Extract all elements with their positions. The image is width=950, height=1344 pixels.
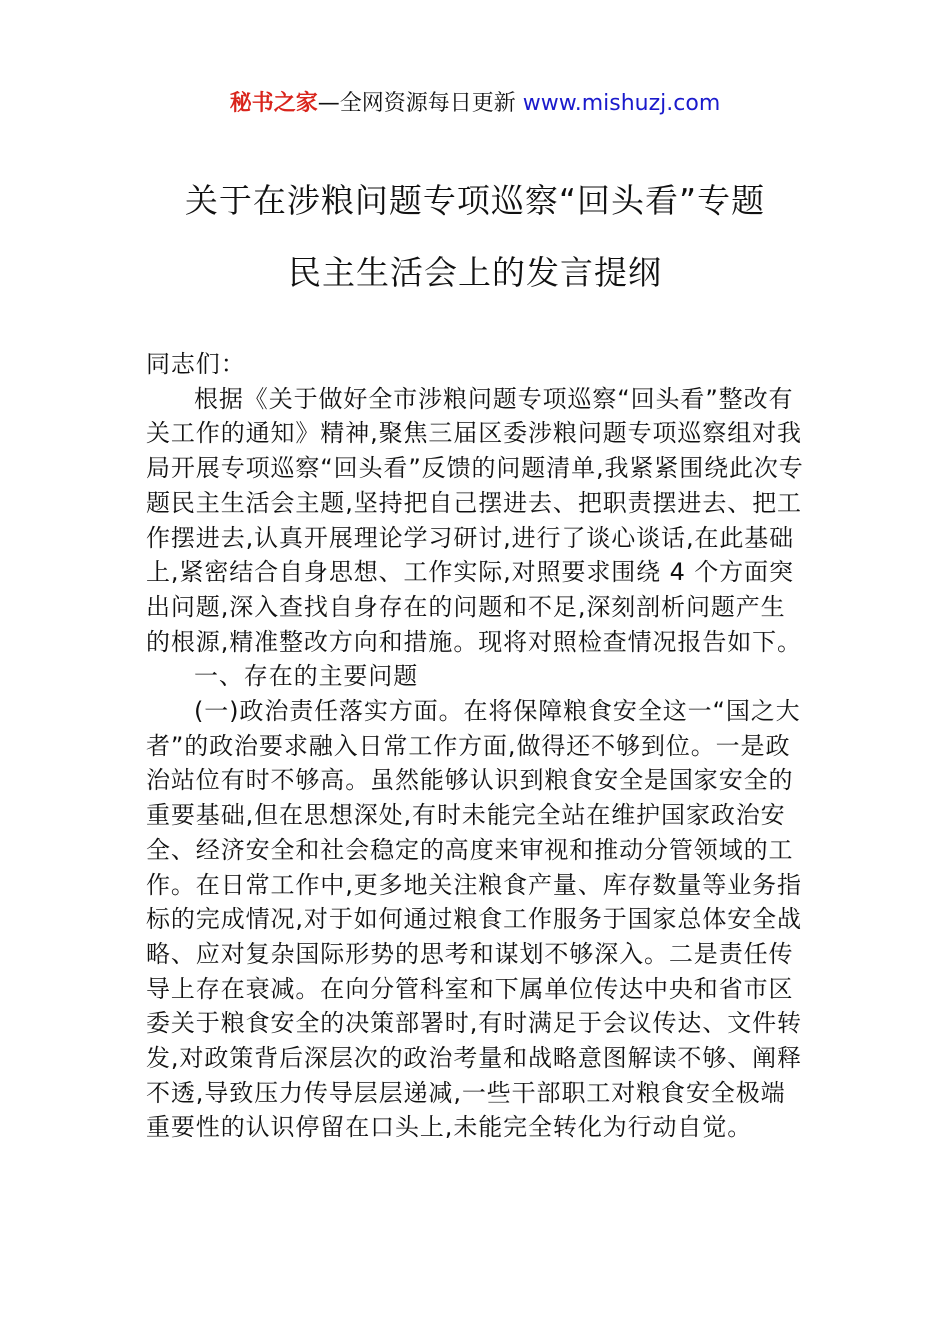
- document-body: [146, 347, 810, 1145]
- site-header: [0, 88, 950, 120]
- title-line-2: 民主生活会上的发言提纲: [288, 253, 662, 292]
- section-heading: 一、存在的主要问题: [194, 662, 419, 691]
- site-url-link[interactable]: www.mishuzj.com: [522, 91, 721, 116]
- section-paragraph: (一)政治责任落实方面。在将保障粮食安全这一“国之大者”的政治要求融入日常工作方面,做得还不够到位。一是政治站位有时不够高。虽然能够认识到粮食安全是国家安全的重要基础,但在思想深处,有时未能完全站在维护国家政治安全、经济安全和社会稳定的高度来审视和推动分管领域的工作。在日常工作中,更多地关注粮食产量、库存数量等业务指标的完成情况,对于如何通过粮食工作服务于国家总体安全战略、应对复杂国际形势的思考和谋划不够深入。二是责任传导上存在衰减。在向分管科室和下属单位传达中央和省市区委关于粮食安全的决策部署时,有时满足于会议传达、文件转发,对政策背后深层次的政治考量和战略意图解读不够、阐释不透,导致压力传导层层递减,一些干部职工对粮食安全极端重要性的认识停留在口头上,未能完全转化为行动自觉。: [146, 697, 802, 1142]
- title-line-1: 关于在涉粮问题专项巡察“回头看”专题: [184, 181, 766, 220]
- intro-paragraph: 根据《关于做好全市涉粮问题专项巡察“回头看”整改有关工作的通知》精神,聚焦三届区委涉粮问题专项巡察组对我局开展专项巡察“回头看”反馈的问题清单,我紧紧围绕此次专题民主生活会主题,坚持把自己摆进去、把职责摆进去、把工作摆进去,认真开展理论学习研讨,进行了谈心谈话,在此基础上,紧密结合自身思想、工作实际,对照要求围绕 4 个方面突出问题,深入查找自身存在的问题和不足,深刻剖析问题产生的根源,精准整改方向和措施。现将对照检查情况报告如下。: [146, 384, 804, 656]
- site-name: 秘书之家: [229, 91, 318, 116]
- salutation: 同志们：: [146, 350, 246, 378]
- document-title: [0, 182, 950, 292]
- site-slogan: —全网资源每日更新: [317, 91, 516, 116]
